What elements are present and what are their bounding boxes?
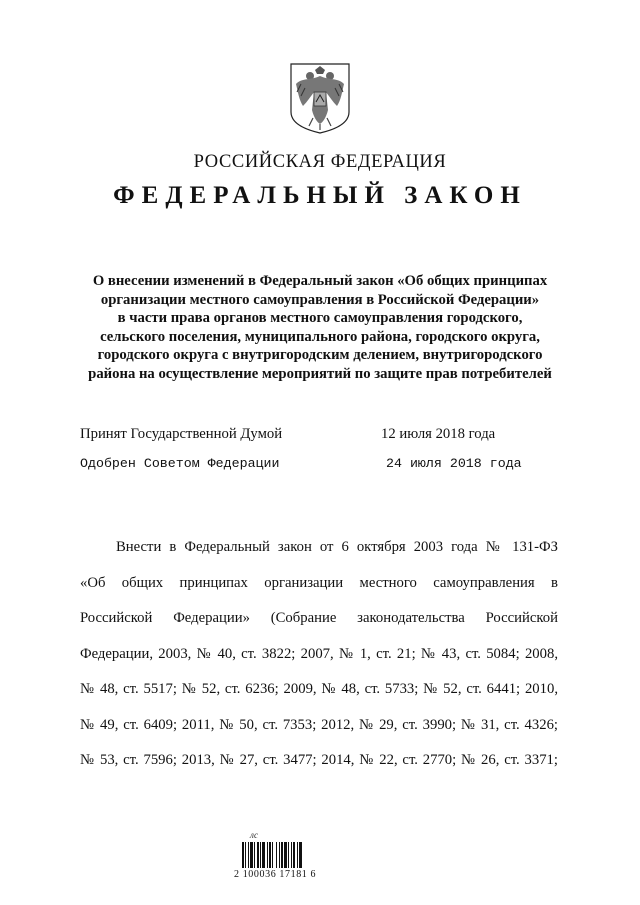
footer-mark: лс	[250, 830, 259, 840]
council-label: Одобрен Советом Федерации	[80, 456, 280, 471]
body-line: «Об общих принципах организации местного самоуправления в	[80, 574, 558, 591]
body-line: Российской Федерации» (Собрание законодательства Российской	[80, 610, 558, 626]
body-paragraph	[80, 530, 558, 779]
body-line: № 48, ст. 5517; № 52, ст. 6236; 2009, № 48, ст. 5733; № 52, ст. 6441; 2010,	[80, 681, 558, 697]
barcode-number: 2 100036 17181 6	[234, 869, 317, 880]
body-line: Федерации, 2003, № 40, ст. 3822; 2007, № 1, ст. 21; № 43, ст. 5084; 2008,	[80, 645, 558, 662]
law-title-line: О внесении изменений в Федеральный закон «Об общих принципах	[92, 273, 548, 289]
law-title-line: городского округа с внутригородским делением, внутригородского	[97, 347, 543, 364]
body-line: № 49, ст. 6409; 2011, № 50, ст. 7353; 2012, № 29, ст. 3990; № 31, ст. 4326;	[80, 716, 558, 733]
document-type: ФЕДЕРАЛЬНЫЙ ЗАКОН	[113, 182, 527, 209]
law-title-line: сельского поселения, муниципального района, городского округа,	[100, 328, 540, 345]
law-title	[62, 272, 578, 384]
council-date: 24 июля 2018 года	[386, 456, 522, 471]
country-name: РОССИЙСКАЯ ФЕДЕРАЦИЯ	[193, 152, 447, 172]
duma-label: Принят Государственной Думой	[80, 426, 283, 442]
coat-of-arms-icon	[287, 62, 353, 134]
law-title-line: в части права органов местного самоуправления городского,	[117, 310, 523, 327]
duma-date: 12 июля 2018 года	[381, 426, 496, 442]
law-title-line: организации местного самоуправления в Российской Федерации»	[100, 291, 540, 308]
body-line: Внести в Федеральный закон от 6 октября 2003 года № 131-ФЗ	[116, 539, 558, 555]
barcode-icon	[242, 842, 318, 868]
law-title-line: района на осуществление мероприятий по защите прав потребителей	[88, 365, 552, 382]
body-line: № 53, ст. 7596; 2013, № 27, ст. 3477; 2014, № 22, ст. 2770; № 26, ст. 3371;	[80, 752, 558, 768]
